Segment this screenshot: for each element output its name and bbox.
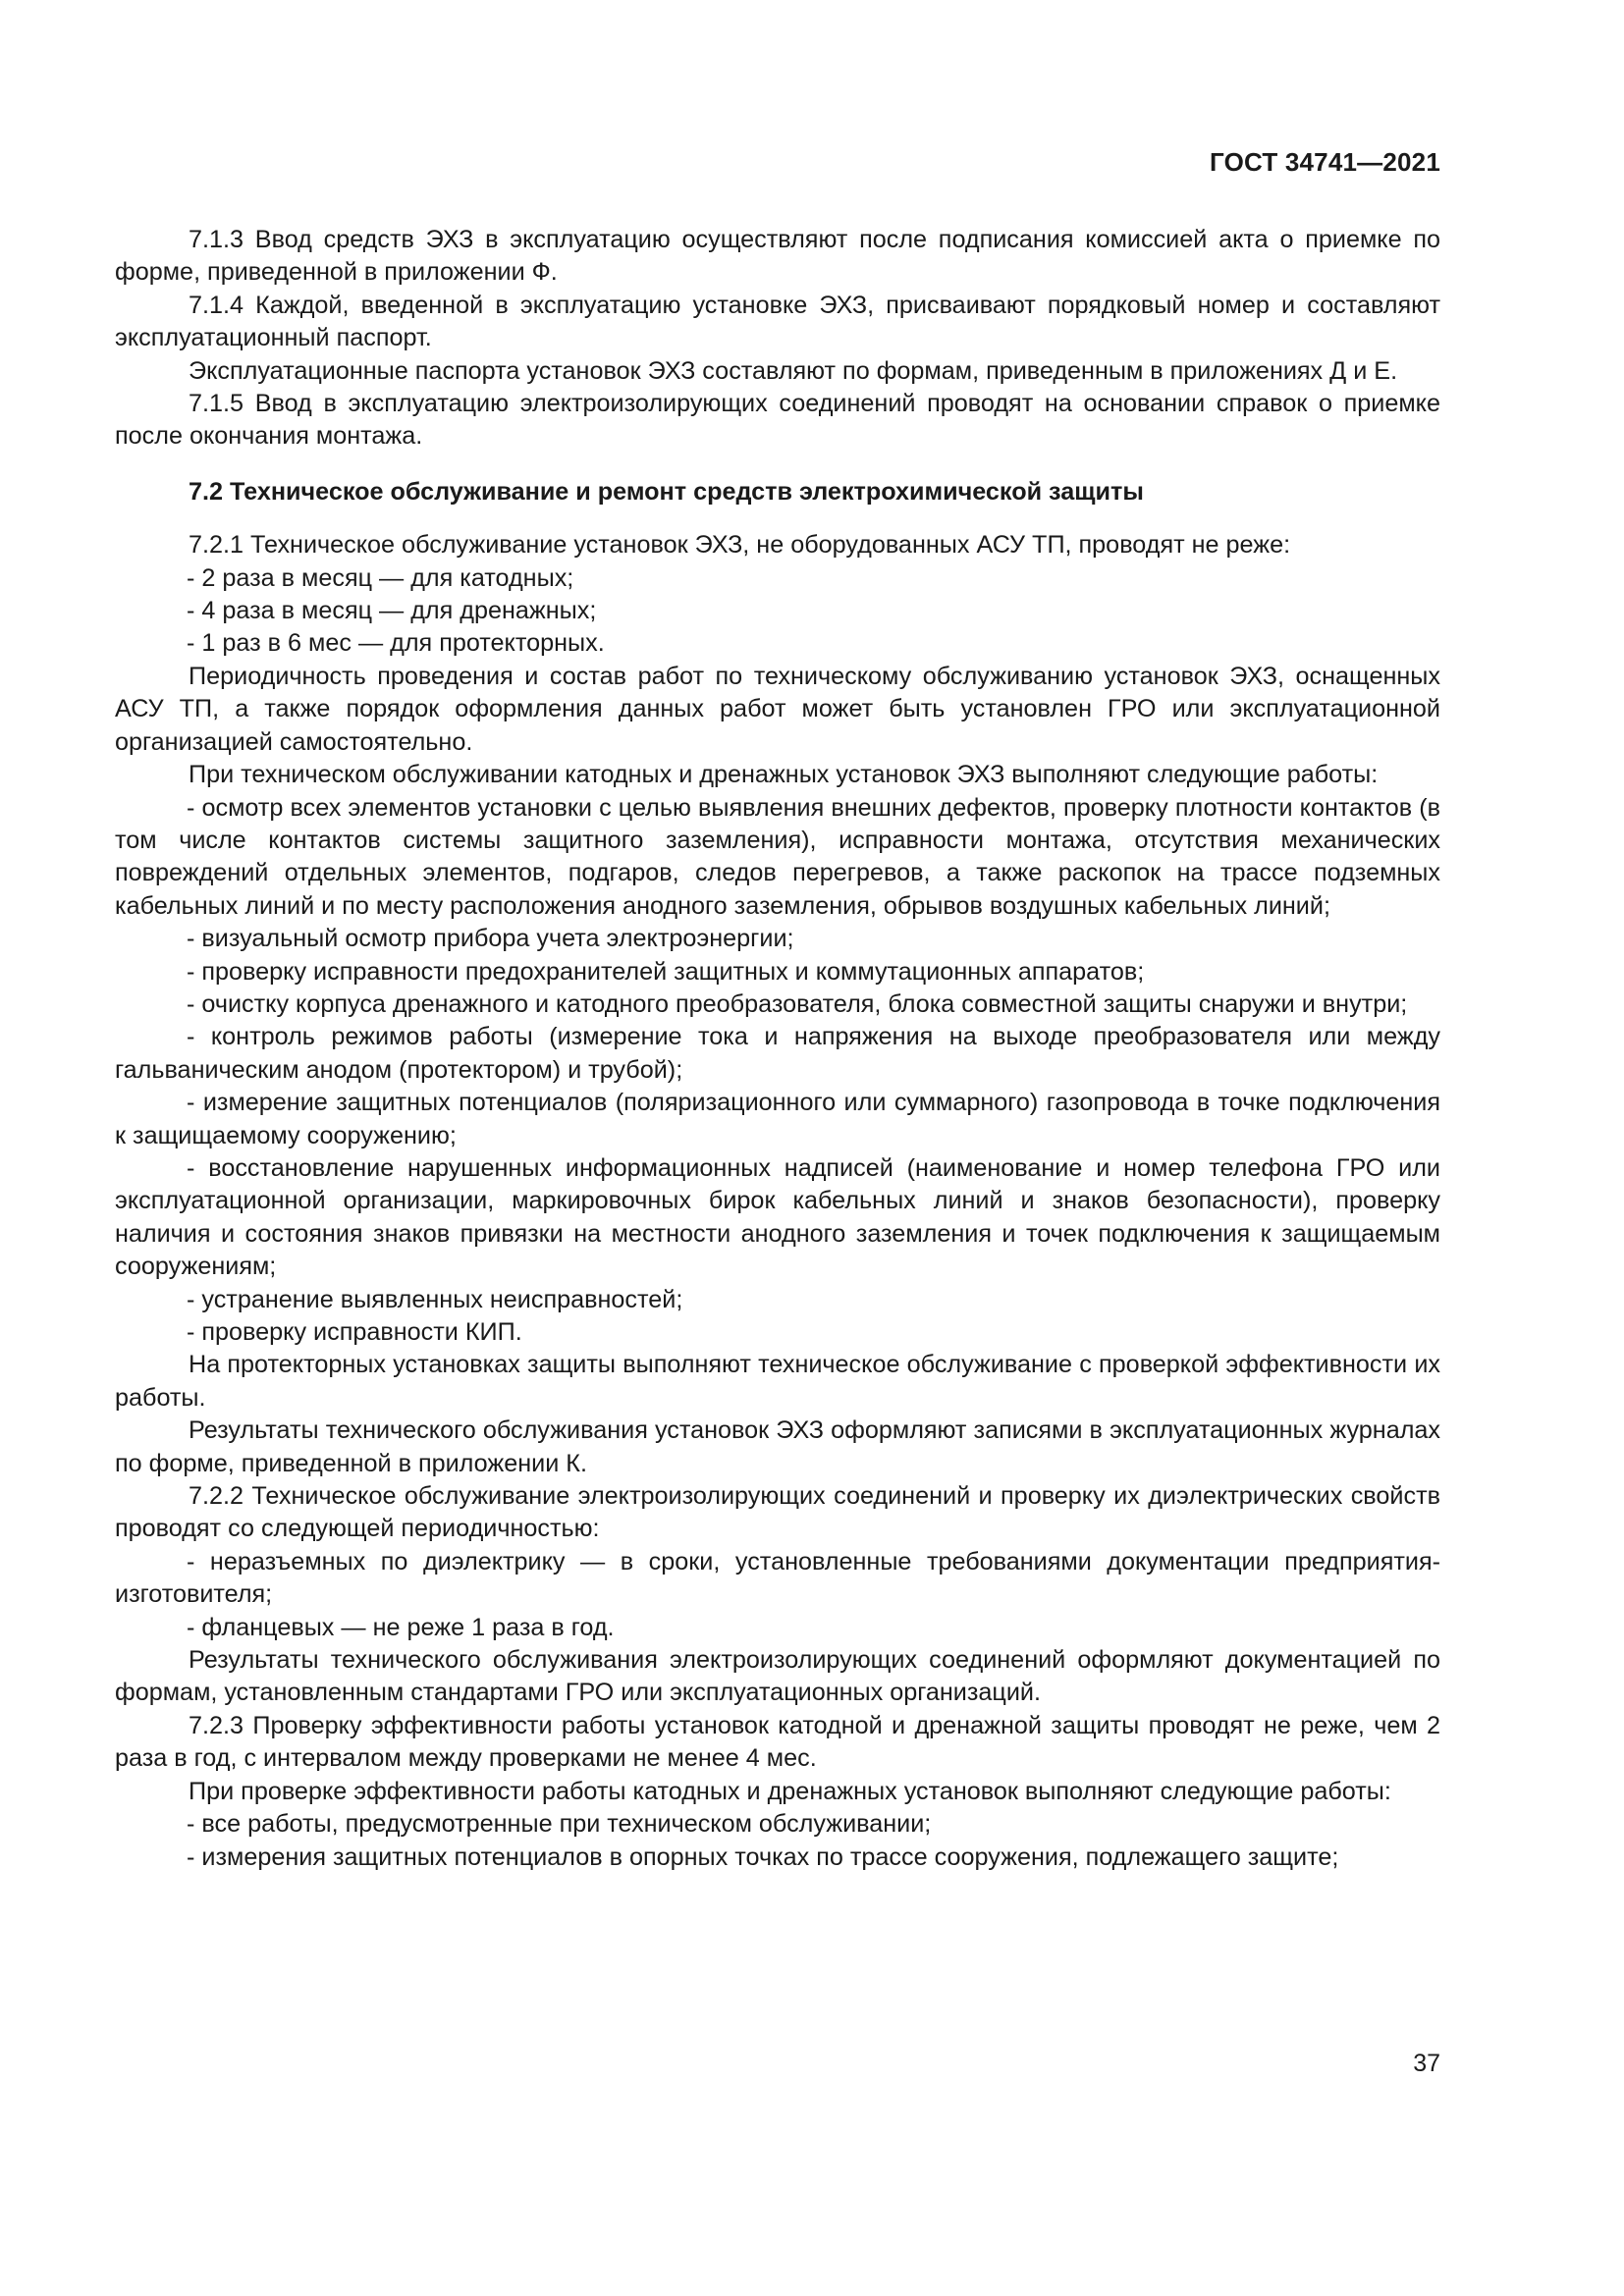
- clause-7-2-2: 7.2.2 Техническое обслуживание электроизолирующих соединений и проверку их диэлектрических свойств проводят со следующей периодичностью:: [115, 1482, 1440, 1543]
- list-item: - 4 раза в месяц — для дренажных;: [187, 597, 597, 625]
- list-item: - проверку исправности предохранителей защитных и коммутационных аппаратов;: [187, 957, 1145, 986]
- list-item: - измерения защитных потенциалов в опорных точках по трассе сооружения, подлежащего защите;: [187, 1842, 1339, 1871]
- list-item: - устранение выявленных неисправностей;: [187, 1285, 683, 1313]
- list-item: - 1 раз в 6 мес — для протекторных.: [187, 629, 605, 658]
- document-body: [115, 224, 1440, 1874]
- list-item: - визуальный осмотр прибора учета электроэнергии;: [187, 925, 794, 953]
- list-item: - фланцевых — не реже 1 раза в год.: [187, 1613, 615, 1641]
- standard-number: ГОСТ 34741—2021: [1210, 147, 1440, 177]
- list-item: - восстановление нарушенных информационных надписей (наименование и номер телефона ГРО или эксплуатационной организации, маркировочных бирок кабельных линий и знаков безопасности), проверку наличия и состояния знаков привязки на местности анодного заземления и точек подключения к защищаемым сооружениям;: [115, 1153, 1440, 1281]
- clause-7-1-4: 7.1.4 Каждой, введенной в эксплуатацию установке ЭХЗ, присваивают порядковый номер и составляют эксплуатационный паспорт.: [115, 291, 1440, 352]
- clause-7-2-3: 7.2.3 Проверку эффективности работы установок катодной и дренажной защиты проводят не реже, чем 2 раза в год, с интервалом между проверками не менее 4 мес.: [115, 1711, 1440, 1773]
- paragraph-insulating-results: Результаты технического обслуживания электроизолирующих соединений оформляют документацией по формам, установленным стандартами ГРО или эксплуатационных организаций.: [115, 1646, 1440, 1707]
- list-item: - 2 раза в месяц — для катодных;: [187, 563, 574, 592]
- list-item: - проверку исправности КИП.: [187, 1318, 522, 1346]
- paragraph-maintenance-results: Результаты технического обслуживания установок ЭХЗ оформляют записями в эксплуатационных журналах по форме, приведенной в приложении К.: [115, 1416, 1440, 1477]
- list-item: - контроль режимов работы (измерение тока и напряжения на выходе преобразователя или между гальваническим анодом (протектором) и трубой);: [115, 1023, 1440, 1084]
- clause-7-2-1: 7.2.1 Техническое обслуживание установок ЭХЗ, не оборудованных АСУ ТП, проводят не реже:: [189, 531, 1291, 560]
- paragraph-passports: Эксплуатационные паспорта установок ЭХЗ составляют по формам, приведенным в приложениях Д и Е.: [189, 356, 1398, 385]
- page-number: 37: [1413, 2050, 1440, 2077]
- list-item: - измерение защитных потенциалов (поляризационного или суммарного) газопровода в точке подключения к защищаемому сооружению;: [115, 1089, 1440, 1149]
- list-item: - осмотр всех элементов установки с целью выявления внешних дефектов, проверку плотности контактов (в том числе контактов системы защитного заземления), исправности монтажа, отсутствия механических повреждений отдельных элементов, подгаров, следов перегревов, а также раскопок на трассе подземных кабельных линий и по месту расположения анодного заземления, обрывов воздушных кабельных линий;: [115, 793, 1440, 920]
- clause-7-1-3: 7.1.3 Ввод средств ЭХЗ в эксплуатацию осуществляют после подписания комиссией акта о приемке по форме, приведенной в приложении Ф.: [115, 226, 1440, 287]
- list-item: - неразъемных по диэлектрику — в сроки, установленные требованиями документации предприятия-изготовителя;: [115, 1547, 1440, 1609]
- section-heading-7-2: 7.2 Техническое обслуживание и ремонт средств электрохимической защиты: [189, 477, 1144, 506]
- paragraph-periodicity: Периодичность проведения и состав работ по техническому обслуживанию установок ЭХЗ, оснащенных АСУ ТП, а также порядок оформления данных работ может быть установлен ГРО или эксплуатационной организацией самостоятельно.: [115, 662, 1440, 756]
- paragraph-maintenance-works: При техническом обслуживании катодных и дренажных установок ЭХЗ выполняют следующие работы:: [189, 761, 1379, 789]
- clause-7-1-5: 7.1.5 Ввод в эксплуатацию электроизолирующих соединений проводят на основании справок о приемке после окончания монтажа.: [115, 390, 1440, 451]
- list-item: - все работы, предусмотренные при техническом обслуживании;: [187, 1810, 932, 1839]
- paragraph-efficiency-works: При проверке эффективности работы катодных и дренажных установок выполняют следующие работы:: [189, 1777, 1391, 1805]
- paragraph-protector-units: На протекторных установках защиты выполняют техническое обслуживание с проверкой эффективности их работы.: [115, 1351, 1440, 1412]
- list-item: - очистку корпуса дренажного и катодного преобразователя, блока совместной защиты снаружи и внутри;: [187, 989, 1408, 1018]
